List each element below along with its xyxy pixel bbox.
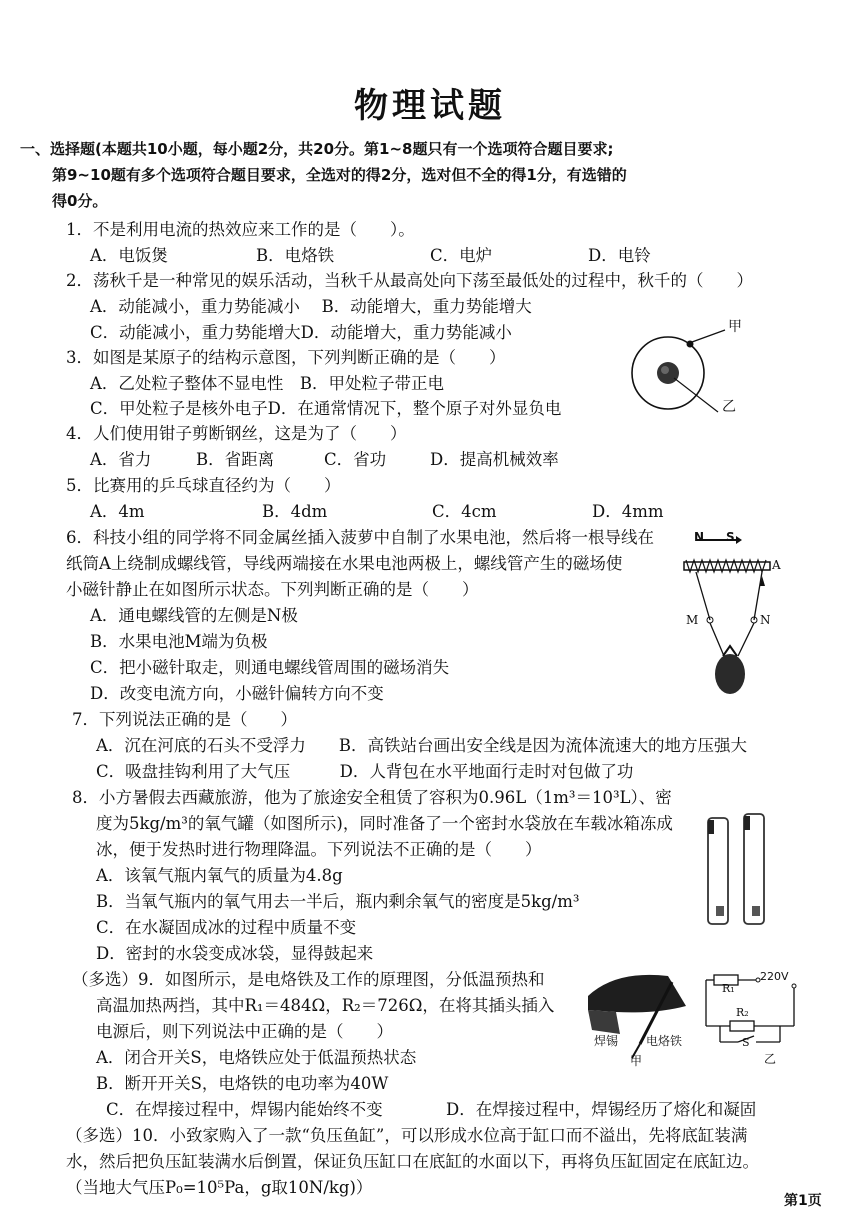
terminal-label-m: M [686,613,699,627]
section-header-line-3: 得0分。 [52,192,108,210]
label-r1: R₁ [722,982,735,995]
label-jia: 甲 [728,319,742,335]
q8-option-d: D．密封的水袋变成冰袋，显得鼓起来 [96,944,374,963]
q3-options-ab: A．乙处粒子整体不显电性 B．甲处粒子带正电 [90,374,445,393]
page-number: 第1页 [784,1193,822,1209]
page-title: 物理试题 [354,86,506,126]
solenoid-fruit-battery-diagram [678,528,784,696]
q7-options-cd: C．吸盘挂钩利用了大气压 D．人背包在水平地面行走时对包做了功 [96,762,634,781]
q10-line-2: 水，然后把负压缸装满水后倒置，保证负压缸口在底缸的水面以下，再将负压缸固定在底缸边。 [66,1152,759,1171]
q8-option-a: A．该氧气瓶内氧气的质量为4.8g [96,866,343,885]
tube-label-a: A [772,558,781,572]
q6-line-1: 6．科技小组的同学将不同金属丝插入菠萝中自制了水果电池，然后将一根导线在 [66,528,654,547]
label-220v: 220V [760,970,789,983]
q9-option-c: C．在焊接过程中，焊锡内能始终不变 [106,1100,383,1119]
q6-line-2: 纸筒A上绕制成螺线管，导线两端接在水果电池两极上，螺线管产生的磁场使 [66,554,623,573]
q5-option-d: D．4mm [592,502,664,521]
label-yi: 乙 [722,399,736,415]
section-header-line-2: 第9~10题有多个选项符合题目要求，全选对的得2分，选对但不全的得1分，有选错的 [52,166,627,184]
q8-option-c: C．在水凝固成冰的过程中质量不变 [96,918,357,937]
q8-line-2: 度为5kg/m³的氧气罐（如图所示)，同时准备了一个密封水袋放在车载冰箱冻成 [96,814,673,833]
q6-option-d: D．改变电流方向，小磁针偏转方向不变 [90,684,384,703]
label-fig-jia: 甲 [630,1054,643,1068]
q7-options-ab: A．沉在河底的石头不受浮力 B．高铁站台画出安全线是因为流体流速大的地方压强大 [96,736,748,755]
q4-stem: 4．人们使用钳子剪断钢丝，这是为了（ ） [66,424,407,443]
label-switch-s: S [742,1036,750,1049]
q3-stem: 3．如图是某原子的结构示意图，下列判断正确的是（ ） [66,348,506,367]
label-fig-yi: 乙 [764,1052,777,1066]
q9-line-1: （多选）9．如图所示，是电烙铁及工作的原理图，分低温预热和 [72,970,545,989]
oxygen-tanks-illustration [700,810,780,928]
q4-option-b: B．省距离 [196,450,275,469]
q5-stem: 5．比赛用的乒乓球直径约为（ ） [66,476,341,495]
label-r2: R₂ [736,1006,749,1019]
pineapple [715,654,745,694]
q5-option-c: C．4cm [432,502,497,521]
q9-option-d: D．在焊接过程中，焊锡经历了熔化和凝固 [446,1100,757,1119]
q5-option-b: B．4dm [262,502,328,521]
q4-option-a: A．省力 [90,450,152,469]
q6-option-b: B．水果电池M端为负极 [90,632,268,651]
terminal-label-n: N [760,613,771,627]
q1-option-a: A．电饭煲 [90,246,168,265]
q3-options-cd: C．甲处粒子是核外电子D．在通常情况下，整个原子对外显负电 [90,399,562,418]
label-hanxi: 焊锡 [594,1034,619,1048]
q1-option-d: D．电铃 [588,246,651,265]
q6-line-3: 小磁针静止在如图所示状态。下列判断正确的是（ ） [66,580,479,599]
needle-label-s: S [726,530,735,544]
q5-option-a: A．4m [90,502,145,521]
q2-options-cd: C．动能减小，重力势能增大D．动能增大，重力势能减小 [90,323,512,342]
q7-stem: 7．下列说法正确的是（ ） [72,710,297,729]
needle-label-n: N [694,530,705,544]
q8-option-b: B．当氧气瓶内的氧气用去一半后，瓶内剩余氧气的密度是5kg/m³ [96,892,580,911]
q4-option-d: D．提高机械效率 [430,450,559,469]
section-header-line-1: 一、选择题(本题共10小题，每小题2分，共20分。第1~8题只有一个选项符合题目要求; [20,140,614,158]
q9-line-3: 电源后，则下列说法中正确的是（ ） [96,1022,393,1041]
q6-option-a: A．通电螺线管的左侧是N极 [90,606,298,625]
q1-option-c: C．电炉 [430,246,493,265]
q1-option-b: B．电烙铁 [256,246,335,265]
q9-option-b: B．断开开关S，电烙铁的电功率为40W [96,1074,389,1093]
q9-option-a: A．闭合开关S，电烙铁应处于低温预热状态 [96,1048,417,1067]
q8-line-3: 冰，便于发热时进行物理降温。下列说法不正确的是（ ） [96,840,542,859]
nucleus [657,362,679,384]
q9-line-2: 高温加热两挡，其中R₁＝484Ω，R₂＝726Ω，在将其插头插入 [96,996,555,1015]
q1-stem: 1．不是利用电流的热效应来工作的是（ ）。 [66,220,415,239]
q8-line-1: 8．小方暑假去西藏旅游，他为了旅途安全租赁了容积为0.96L（1m³＝10³L）、密 [72,788,672,807]
q2-options-ab: A．动能减小，重力势能减小 B．动能增大，重力势能增大 [90,297,532,316]
q10-line-3: （当地大气压P₀=10⁵Pa，g取10N/kg)） [66,1178,373,1197]
label-dianlaotie: 电烙铁 [646,1034,683,1048]
q10-line-1: （多选）10．小致家购入了一款“负压鱼缸”，可以形成水位高于缸口而不溢出，先将底缸装满 [66,1126,748,1145]
q6-option-c: C．把小磁针取走，则通电螺线管周围的磁场消失 [90,658,450,677]
q4-option-c: C．省功 [324,450,387,469]
q2-stem: 2．荡秋千是一种常见的娱乐活动，当秋千从最高处向下荡至最低处的过程中，秋千的（ ） [66,271,753,290]
